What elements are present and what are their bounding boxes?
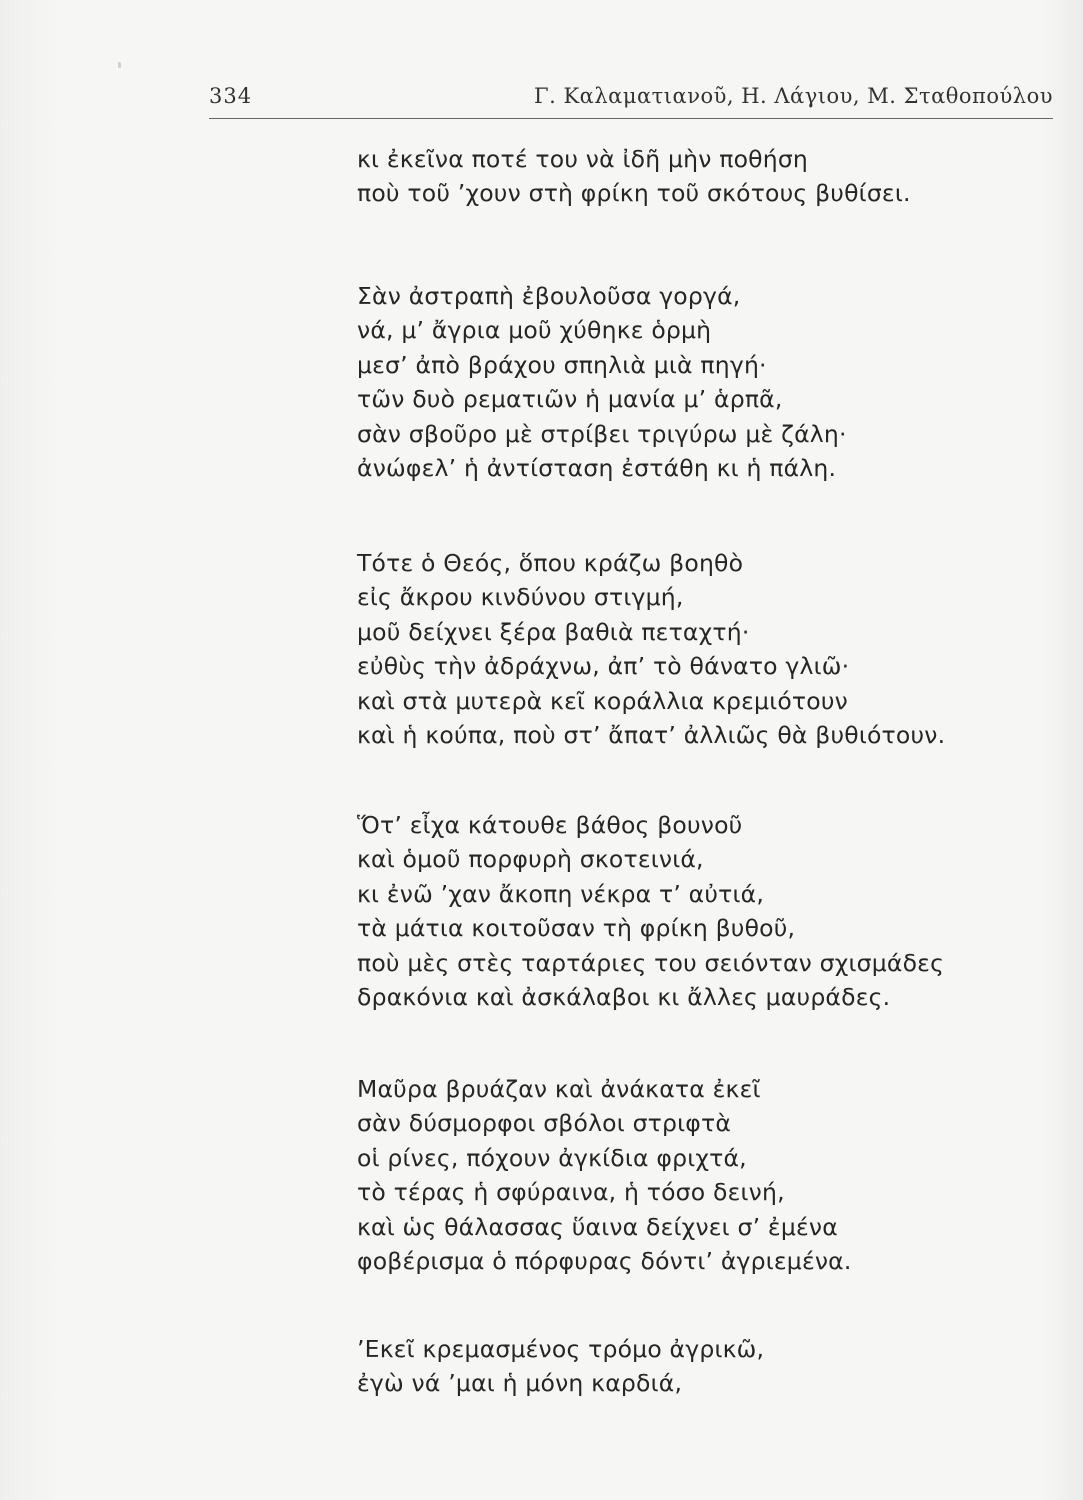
verse-line: οἱ ρίνες, πόχουν ἀγκίδια φριχτά,	[357, 1143, 747, 1172]
verse-line: Μαῦρα βρυάζαν καὶ ἀνάκατα ἐκεῖ	[357, 1075, 761, 1103]
verse-line: ’Εκεῖ κρεμασμένος τρόμο ἀγρικῶ,	[357, 1335, 765, 1363]
verse-line: καὶ ὁμοῦ πορφυρὴ σκοτεινιά,	[357, 845, 704, 874]
verse-line: ἐγὼ νά ’μαι ἡ μόνη καρδιά,	[357, 1369, 683, 1398]
verse-line: ποὺ μὲς στὲς ταρτάριες του σειόνταν σχισμάδες	[357, 948, 945, 977]
verse-line: κι ἐνῶ ’χαν ἄκοπη νέκρα τ’ αὐτιά,	[357, 879, 765, 908]
running-head: Γ. Καλαματιανοῦ, Η. Λάγιου, Μ. Σταθοπούλου	[534, 84, 1053, 108]
verse-line: μεσ’ ἀπὸ βράχου σπηλιὰ μιὰ πηγή·	[357, 350, 767, 379]
verse-line: καὶ ὡς θάλασσας ὕαινα δείχνει σ’ ἐμένα	[357, 1212, 838, 1241]
verse-line: μοῦ δείχνει ξέρα βαθιὰ πεταχτή·	[357, 617, 750, 646]
verse-line: ποὺ τοῦ ’χουν στὴ φρίκη τοῦ σκότους βυθίσει.	[357, 179, 911, 208]
verse-line: σὰν δύσμορφοι σβόλοι στριφτὰ	[357, 1109, 732, 1138]
stanza	[357, 546, 945, 752]
stanza	[357, 279, 847, 485]
verse-line: νά, μ’ ἄγρια μοῦ χύθηκε ὁρμὴ	[357, 316, 712, 345]
verse-line: εἰς ἄκρου κινδύνου στιγμή,	[357, 583, 684, 612]
verse-line: σὰν σβοῦρο μὲ στρίβει τριγύρω μὲ ζάλη·	[357, 419, 847, 448]
header-rule	[209, 118, 1053, 119]
verse-line: Σὰν ἀστραπὴ ἐβουλοῦσα γοργά,	[357, 282, 741, 310]
stanza	[357, 808, 944, 1014]
verse-line: τῶν δυὸ ρεματιῶν ἡ μανία μ’ ἁρπᾶ,	[357, 385, 783, 414]
margin-speck	[118, 62, 121, 68]
page-header	[209, 80, 1053, 116]
verse-line: καὶ ἡ κούπα, ποὺ στ’ ἄπατ’ ἀλλιῶς θὰ βυθιότουν.	[357, 720, 946, 749]
verse-line: ἀνώφελ’ ἡ ἀντίσταση ἐστάθη κι ἡ πάλη.	[357, 453, 837, 482]
verse-line: Τότε ὁ Θεός, ὅπου κράζω βοηθὸ	[357, 549, 744, 577]
verse-line: δρακόνια καὶ ἀσκάλαβοι κι ἄλλες μαυράδες.	[357, 982, 891, 1011]
verse-line: εὐθὺς τὴν ἀδράχνω, ἀπ’ τὸ θάνατο γλιῶ·	[357, 652, 850, 681]
verse-line: κι ἐκεῖνα ποτέ του νὰ ἰδῆ μὴν ποθήση	[357, 145, 809, 173]
verse-line: φοβέρισμα ὁ πόρφυρας δόντι’ ἀγριεμένα.	[357, 1246, 852, 1275]
verse-line: τὸ τέρας ἡ σφύραινα, ἡ τόσο δεινή,	[357, 1178, 785, 1207]
stanza	[357, 1332, 764, 1401]
verse-line: τὰ μάτια κοιτοῦσαν τὴ φρίκη βυθοῦ,	[357, 914, 796, 943]
verse-line: Ὅτ’ εἶχα κάτουθε βάθος βουνοῦ	[357, 811, 743, 839]
verse-line: καὶ στὰ μυτερὰ κεῖ κοράλλια κρεμιότουν	[357, 686, 848, 715]
stanza	[357, 142, 911, 211]
page-number: 334	[209, 84, 253, 108]
stanza	[357, 1072, 852, 1278]
